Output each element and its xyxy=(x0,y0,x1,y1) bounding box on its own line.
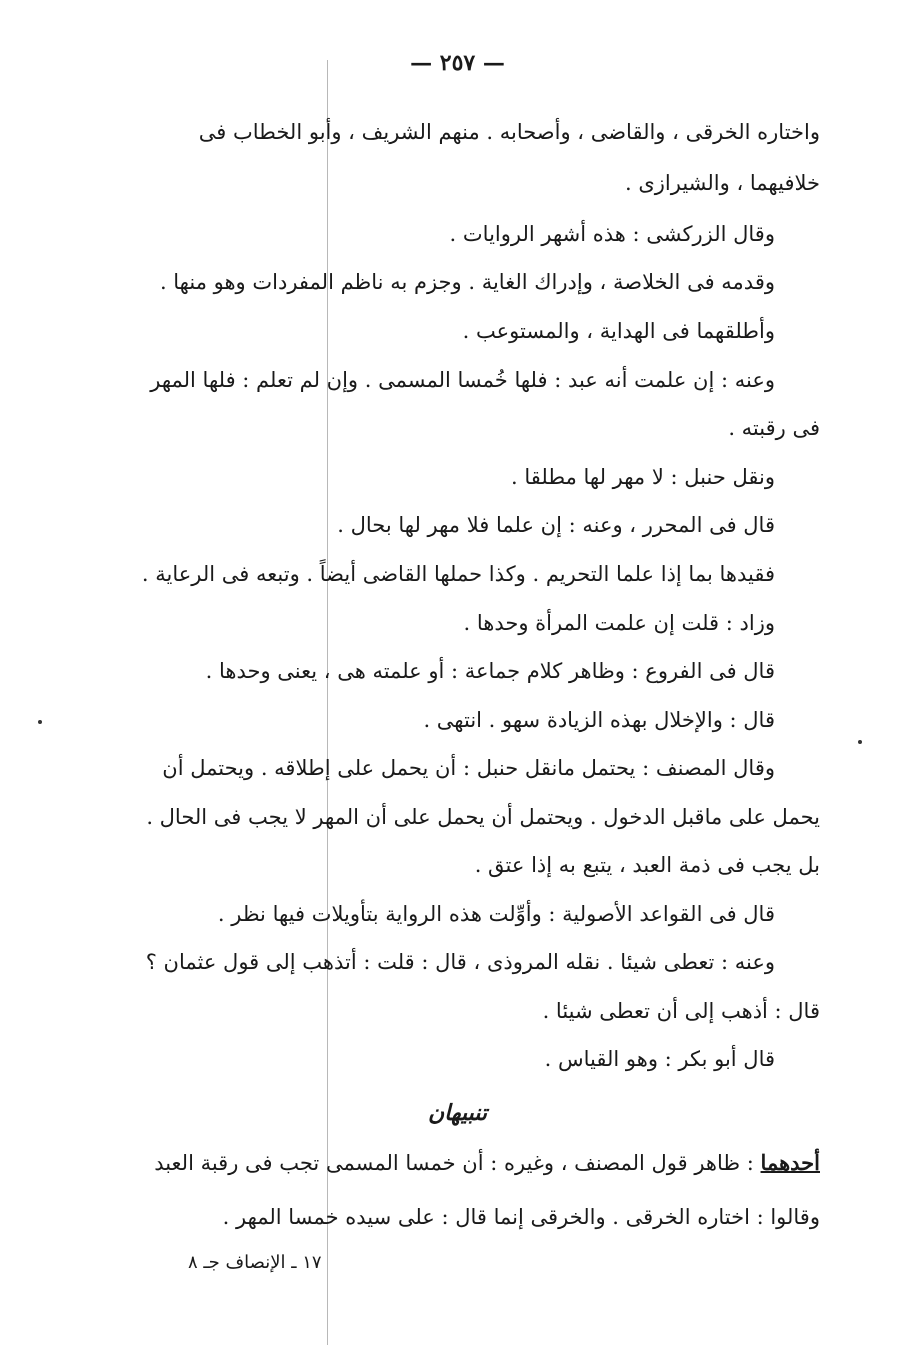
text-line: وقدمه فى الخلاصة ، وإدراك الغاية . وجزم به ناظم المفردات وهو منها . xyxy=(159,270,775,294)
text-line: قال فى القواعد الأصولية : وأوِّلت هذه الرواية بتأويلات فيها نظر . xyxy=(217,902,775,926)
text-line: وعنه : إن علمت أنه عبد : فلها خُمسا المسمى . وإن لم تعلم : فلها المهر xyxy=(150,368,775,392)
speck xyxy=(858,740,862,744)
text-line: بل يجب فى ذمة العبد ، يتبع به إذا عتق . xyxy=(474,853,820,877)
section-heading: تنبيهان xyxy=(427,1100,488,1126)
text-line: قال فى الفروع : وظاهر كلام جماعة : أو علمته هى ، يعنى وحدها . xyxy=(205,659,775,683)
text-line: وزاد : قلت إن علمت المرأة وحدها . xyxy=(463,611,775,635)
speck xyxy=(38,720,42,724)
note-line: وقالوا : اختاره الخرقى . والخرقى إنما قال : على سيده خمسا المهر . xyxy=(222,1205,820,1229)
text-line: قال : أذهب إلى أن تعطى شيئا . xyxy=(542,999,820,1023)
text-line: وقال المصنف : يحتمل مانقل حنبل : أن يحمل على إطلاقه . ويحتمل أن xyxy=(162,756,775,780)
note-line xyxy=(154,1152,820,1174)
note-label: أحدهما xyxy=(760,1150,820,1175)
text-line: قال فى المحرر ، وعنه : إن علما فلا مهر لها بحال . xyxy=(337,513,775,537)
text-line: وأطلقهما فى الهداية ، والمستوعب . xyxy=(462,319,775,343)
page-number: — ٢٥٧ — xyxy=(410,50,505,76)
text-line: وقال الزركشى : هذه أشهر الروايات . xyxy=(449,222,775,246)
note-line-rest: : ظاهر قول المصنف ، وغيره : أن خمسا المسمى تجب فى رقبة العبد xyxy=(154,1151,754,1175)
text-line: وعنه : تعطى شيئا . نقله المروذى ، قال : قلت : أتذهب إلى قول عثمان ؟ xyxy=(145,950,775,974)
text-line: فقيدها بما إذا علما التحريم . وكذا حملها القاضى أيضاً . وتبعه فى الرعاية . xyxy=(141,562,775,586)
footer-signature: ١٧ ـ الإنصاف جـ ٨ xyxy=(188,1252,322,1273)
text-line: قال : والإخلال بهذه الزيادة سهو . انتهى . xyxy=(423,708,775,732)
text-line: فى رقبته . xyxy=(728,416,820,440)
text-line: يحمل على ماقبل الدخول . ويحتمل أن يحمل على أن المهر لا يجب فى الحال . xyxy=(146,805,820,829)
text-line: خلافيهما ، والشيرازى . xyxy=(624,171,820,195)
text-line: واختاره الخرقى ، والقاضى ، وأصحابه . منهم الشريف ، وأبو الخطاب فى xyxy=(198,120,820,144)
text-line: ونقل حنبل : لا مهر لها مطلقا . xyxy=(511,465,775,489)
text-line: قال أبو بكر : وهو القياس . xyxy=(544,1047,775,1071)
